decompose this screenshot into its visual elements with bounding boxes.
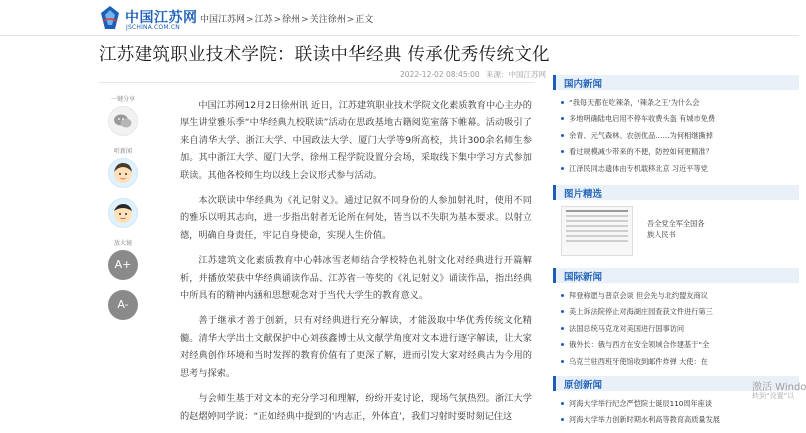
news-link[interactable]: 美上诉法院停止对海湖庄园查获文件进行第三 <box>569 307 713 317</box>
title-divider <box>99 82 535 83</box>
windows-activation-watermark: 激活 Windo <box>752 382 806 393</box>
list-item[interactable] <box>561 304 799 320</box>
news-link[interactable]: “我每天都在吃辣条，‘辣条之王’为什么会 <box>569 98 700 107</box>
news-link[interactable]: 河海大学举行纪念严恺院士诞辰110周年座谈 <box>569 399 713 409</box>
windows-activation-hint: 转到“设置”以 <box>752 392 795 400</box>
site-logo[interactable] <box>99 5 198 33</box>
listen-label: 听新闻 <box>113 148 132 155</box>
thumbnail-line <box>566 230 628 232</box>
zoom-in-button[interactable]: A+ <box>108 250 138 280</box>
picture-selection-title[interactable]: 图片精选 <box>564 189 603 201</box>
female-avatar-icon <box>108 158 138 188</box>
share-label: 一键分享 <box>110 96 135 103</box>
list-item[interactable] <box>561 337 799 353</box>
breadcrumb-separator: > <box>246 15 254 25</box>
featured-picture-caption[interactable]: 吾全党全军全国各族人民书 <box>647 219 705 240</box>
thumbnail-line <box>566 225 628 227</box>
featured-picture[interactable] <box>561 206 799 260</box>
international-news-title[interactable]: 国际新闻 <box>564 272 603 284</box>
news-link[interactable]: 法国总统马克龙对美国进行国事访问 <box>569 323 685 333</box>
bullet-icon <box>561 360 564 363</box>
featured-picture-thumbnail[interactable] <box>561 206 633 256</box>
article-paragraph: 中国江苏网12月2日徐州讯 近日，江苏建筑职业技术学院文化素质教育中心主办的厚生讲堂雅乐季“中华经典九校联读”活动在思政基地古籍阅览室落下帷幕。活动吸引了来自清华大学、浙江大学、中国政法大学、厦门大学等9所高校，共计300余名师生参加。其中浙江大学、厦门大学、徐州工程学院设置分会场，采取线下集中学习方式参加联读。其他各校师生均以线上会议形式参与活动。 <box>180 100 532 181</box>
bullet-icon <box>561 134 564 137</box>
article-meta <box>400 69 550 80</box>
male-avatar-icon <box>108 198 138 228</box>
breadcrumb-current: 正文 <box>355 15 374 25</box>
list-item[interactable] <box>561 95 799 111</box>
breadcrumb-separator: > <box>346 15 355 25</box>
article-paragraph: 善于继承才善于创新，只有对经典进行充分解读，才能汲取中华优秀传统文化精髓。清华大学出土文献保护中心刘孩鑫博士从文献学角度对文本进行逐字解读，让大家对经典创作环境和当时发挥的教育价值有了更深了解，进而引发大家对经典古为今用的思考与探索。 <box>180 315 532 379</box>
article-body <box>180 97 532 433</box>
breadcrumb-separator: > <box>301 15 309 25</box>
article-date: 2022-12-02 08:45:00 <box>400 70 480 79</box>
list-item[interactable] <box>561 161 799 177</box>
bullet-icon <box>561 343 564 346</box>
domestic-news-list <box>553 90 799 177</box>
international-news-list <box>553 283 799 370</box>
news-link[interactable]: 俄外长：俄与西方在安全领域合作建基于“全 <box>569 340 710 350</box>
list-item[interactable] <box>561 144 799 160</box>
bullet-icon <box>561 150 564 153</box>
international-news-header <box>553 268 799 283</box>
news-link[interactable]: 看过规模减少带来的不便，防控如何更精准？ <box>569 147 713 157</box>
zoom-label: 放大镜 <box>113 240 132 247</box>
wechat-share-button[interactable] <box>108 106 138 136</box>
bullet-icon <box>561 310 564 313</box>
bullet-icon <box>561 418 564 421</box>
bullet-icon <box>561 101 564 104</box>
news-link[interactable]: 多地明确陆电启用不停车收费头盔 有城市免费 <box>569 114 716 124</box>
article-paragraph: 本次联读中华经典为《礼记射义》。通过记叙不同身份的人参加射礼时，使用不同的雅乐以明其志向，进一步指出射者无论所在何处，皆当以不失职为基本要求。以射立德，明确自身责任，牢记自身使命，实现人生价值。 <box>180 195 532 241</box>
bullet-icon <box>561 402 564 405</box>
list-item[interactable] <box>561 288 799 304</box>
thumbnail-line <box>566 220 628 222</box>
article-paragraph: 与会师生基于对文本的充分学习和理解，纷纷开麦讨论，现场气氛热烈。浙江大学的赵熠婷同学说：“正如经典中提到的‘内志正，外体直’，我们习射时要时刻记住这 <box>180 393 532 422</box>
thumbnail-line <box>566 235 628 237</box>
article-tools <box>104 94 142 330</box>
list-item[interactable] <box>561 128 799 144</box>
thumbnail-line <box>566 215 628 217</box>
news-link[interactable]: 河海大学举力创新时期水利高等教育高质量发展 <box>569 415 720 425</box>
sidebar <box>553 75 799 429</box>
breadcrumb-home[interactable]: 中国江苏网 <box>200 15 246 25</box>
bullet-icon <box>561 294 564 297</box>
news-link[interactable]: 乌克兰驻西班牙使馆收到邮件炸弹 大使：在 <box>569 356 708 366</box>
thumbnail-line <box>566 240 628 242</box>
bullet-icon <box>561 327 564 330</box>
bullet-icon <box>561 167 564 170</box>
listen-male-voice-button[interactable] <box>108 198 138 228</box>
breadcrumb-jiangsu[interactable]: 江苏 <box>254 15 273 25</box>
article-title: 江苏建筑职业技术学院：联读中华经典 传承优秀传统文化 <box>99 45 550 65</box>
bullet-icon <box>561 117 564 120</box>
list-item[interactable] <box>561 354 799 370</box>
news-link[interactable]: 拜登称愿与普京会谈 但会先与北约盟友商议 <box>569 291 708 301</box>
wechat-icon <box>108 106 138 136</box>
thumbnail-line <box>566 210 628 212</box>
article-paragraph: 江苏建筑文化素质教育中心韩冰雪老师结合学校特色礼射文化对经典进行开篇解析，并播放荣获中华经典诵读作品、江苏省一等奖的《礼记射义》诵读作品，指出经典中所具有的精神内涵和思想观念对于当代大学生的教育意义。 <box>180 255 532 302</box>
breadcrumb-xuzhou[interactable]: 徐州 <box>282 15 301 25</box>
breadcrumb <box>200 12 373 25</box>
picture-selection-header <box>553 185 799 200</box>
site-header <box>0 0 799 36</box>
listen-female-voice-button[interactable] <box>108 158 138 188</box>
list-item[interactable] <box>561 321 799 337</box>
news-link[interactable]: 余青、元气森林、农创优品……为何相继撕掉 <box>569 130 713 140</box>
zoom-out-button[interactable]: A- <box>108 290 138 320</box>
article-source: 来源：中国江苏网 <box>486 70 547 79</box>
list-item[interactable] <box>561 412 799 428</box>
breadcrumb-separator: > <box>273 15 282 25</box>
original-news-title[interactable]: 原创新闻 <box>564 380 603 392</box>
logo-mark-icon <box>99 5 121 31</box>
news-link[interactable]: 江泽民同志遗体由专机载移北京 习近平等党 <box>569 163 708 173</box>
domestic-news-title[interactable]: 国内新闻 <box>564 79 603 90</box>
list-item[interactable] <box>561 111 799 127</box>
domestic-news-header <box>553 75 799 90</box>
logo-subtitle: JSCHINA.COM.CN <box>126 24 180 31</box>
logo-title: 中国江苏网 <box>125 10 198 26</box>
breadcrumb-follow-xuzhou[interactable]: 关注徐州 <box>309 15 346 25</box>
